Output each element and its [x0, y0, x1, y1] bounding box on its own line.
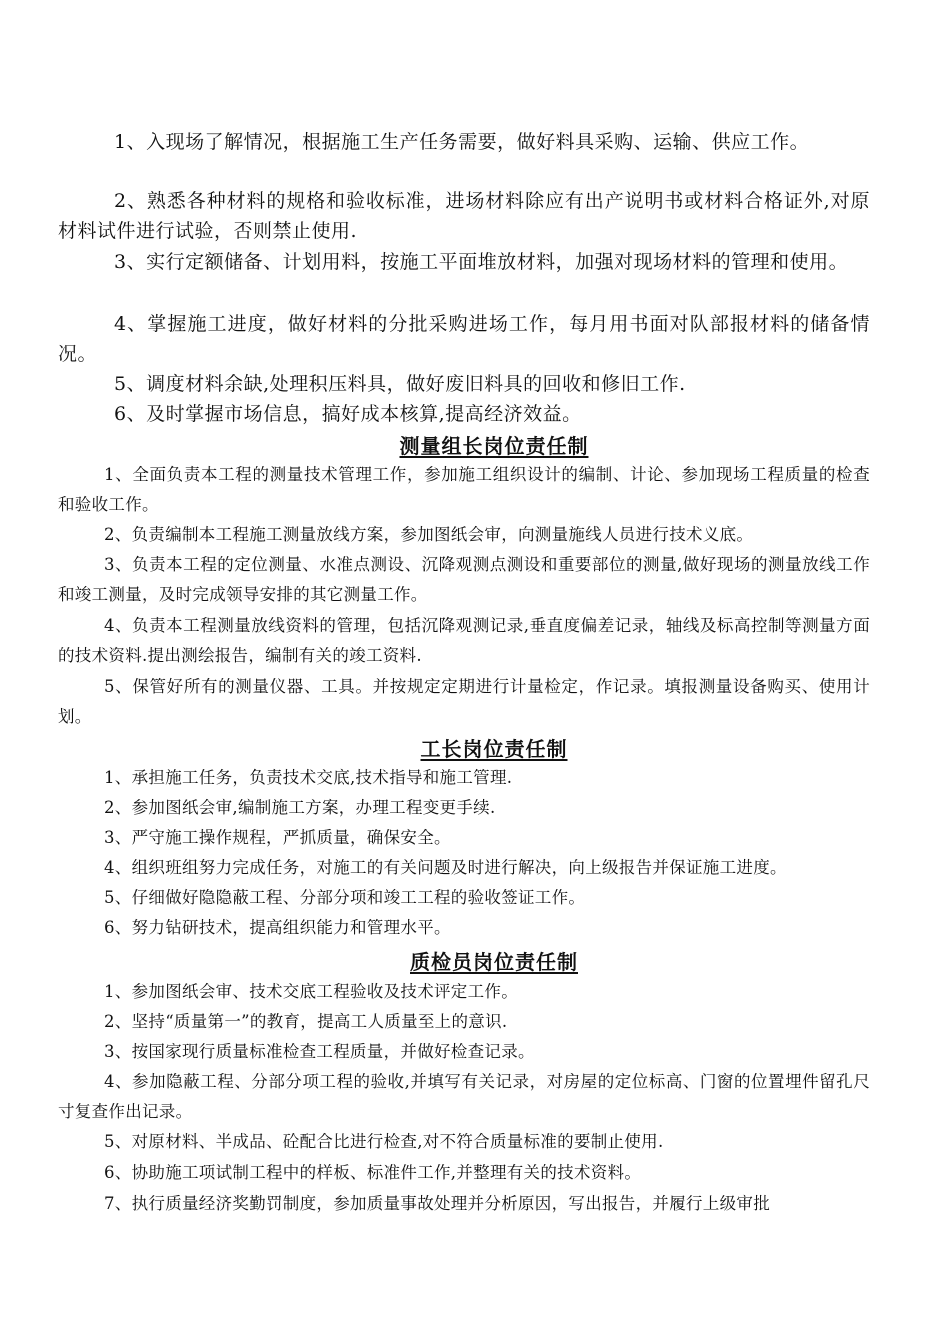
- foreman-item-2: 2、参加图纸会审,编制施工方案，办理工程变更手续.: [104, 798, 496, 817]
- foreman-item-1: 1、承担施工任务，负责技术交底,技术指导和施工管理.: [104, 768, 513, 787]
- survey-item-2: 2、负责编制本工程施工测量放线方案，参加图纸会审，向测量施线人员进行技术义底。: [104, 525, 754, 544]
- qc-item-5: 5、对原材料、半成品、砼配合比进行检查,对不符合质量标准的要制止使用.: [104, 1132, 664, 1151]
- qc-section-title: 质检员岗位责任制: [410, 950, 578, 974]
- foreman-item-5: 5、仔细做好隐隐蔽工程、分部分项和竣工工程的验收签证工作。: [104, 888, 586, 907]
- qc-item-6: 6、协助施工项试制工程中的样板、标准件工作,并整理有关的技术资料。: [104, 1163, 642, 1182]
- survey-item-3: 3、负责本工程的定位测量、水准点测设、沉降观测点测设和重要部位的测量,做好现场的测量放线工作和竣工测量，及时完成领导安排的其它测量工作。: [58, 555, 870, 604]
- survey-item-1: 1、全面负责本工程的测量技术管理工作，参加施工组织设计的编制、计论、参加现场工程质量的检查和验收工作。: [58, 465, 870, 514]
- material-item-3: 3、实行定额储备、计划用料，按施工平面堆放材料，加强对现场材料的管理和使用。: [114, 251, 849, 273]
- material-item-6: 6、及时掌握市场信息，搞好成本核算,提高经济效益。: [114, 403, 582, 425]
- material-item-2: 2、熟悉各种材料的规格和验收标准，进场材料除应有出产说明书或材料合格证外,对原材料试件进行试验，否则禁止使用.: [58, 190, 870, 242]
- qc-item-3: 3、按国家现行质量标准检查工程质量，并做好检查记录。: [104, 1042, 535, 1061]
- survey-section-title: 测量组长岗位责任制: [399, 434, 589, 458]
- qc-item-4: 4、参加隐蔽工程、分部分项工程的验收,并填写有关记录，对房屋的定位标高、门窗的位置埋件留孔尺寸复查作出记录。: [58, 1072, 870, 1121]
- foreman-item-3: 3、严守施工操作规程，严抓质量，确保安全。: [104, 828, 451, 847]
- foreman-section-title: 工长岗位责任制: [420, 737, 568, 761]
- qc-item-7: 7、执行质量经济奖勤罚制度，参加质量事故处理并分析原因，写出报告，并履行上级审批: [104, 1194, 770, 1213]
- material-item-5: 5、调度材料余缺,处理积压料具，做好废旧料具的回收和修旧工作.: [114, 373, 686, 395]
- foreman-item-6: 6、努力钻研技术，提高组织能力和管理水平。: [104, 918, 451, 937]
- foreman-item-4: 4、组织班组努力完成任务，对施工的有关问题及时进行解决，向上级报告并保证施工进度。: [104, 858, 787, 877]
- qc-item-2: 2、坚持“质量第一”的教育，提高工人质量至上的意识.: [104, 1012, 508, 1031]
- survey-item-5: 5、保管好所有的测量仪器、工具。并按规定定期进行计量检定，作记录。填报测量设备购买、使用计划。: [58, 677, 870, 726]
- qc-item-1: 1、参加图纸会审、技术交底工程验收及技术评定工作。: [104, 982, 518, 1001]
- material-item-1: 1、入现场了解情况，根据施工生产任务需要，做好料具采购、运输、供应工作。: [114, 131, 810, 153]
- material-item-4: 4、掌握施工进度，做好材料的分批采购进场工作，每月用书面对队部报材料的储备情况。: [58, 313, 870, 365]
- survey-item-4: 4、负责本工程测量放线资料的管理，包括沉降观测记录,垂直度偏差记录，轴线及标高控制等测量方面的技术资料.提出测绘报告，编制有关的竣工资料.: [58, 616, 870, 665]
